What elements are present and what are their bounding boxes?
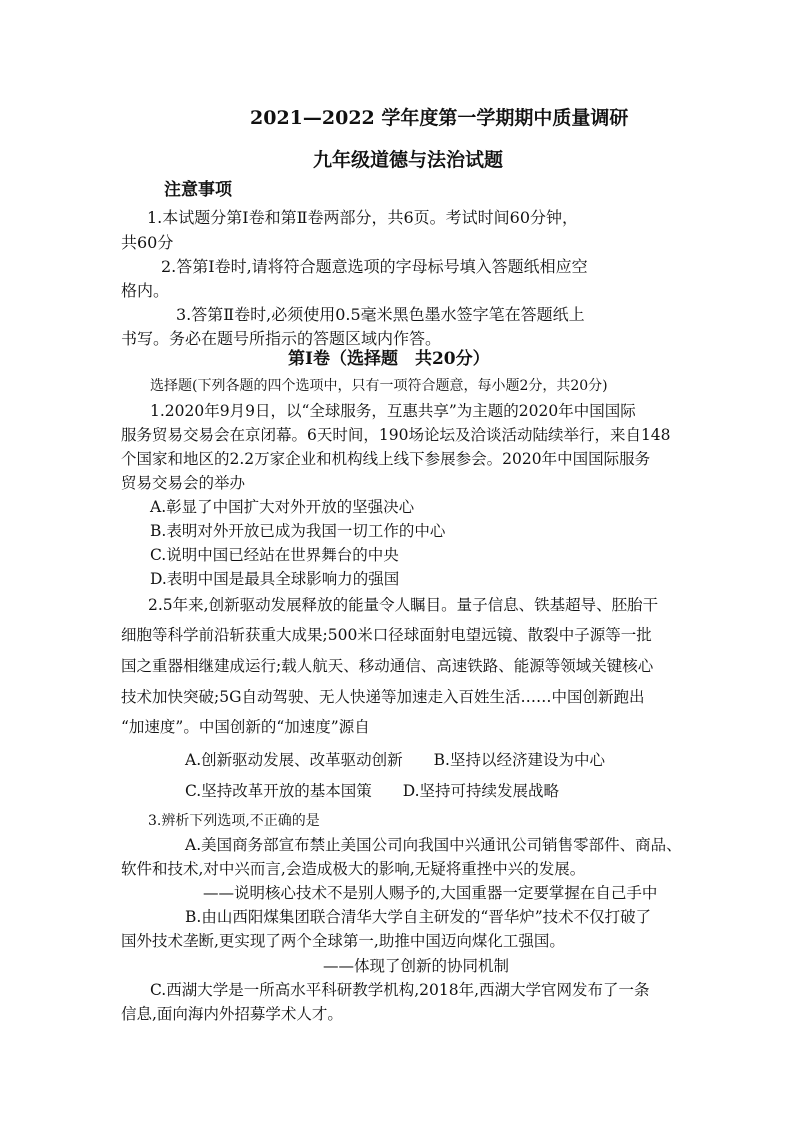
q3-option-b-comment: ——体现了创新的协同机制 (323, 957, 510, 975)
q3-stem: 3.辨析下列选项,不正确的是 (148, 813, 320, 829)
notice-line-3b: 书写。务必在题号所指示的答题区域内作答。 (121, 329, 442, 348)
notice-line-2b: 格内。 (121, 281, 170, 300)
q3-option-b-line-2: 国外技术垄断,更实现了两个全球第一,助推中国迈向煤化工强国。 (121, 932, 565, 950)
section-instruction: 选择题(下列各题的四个选项中，只有一项符合题意，每小题2分，共20分) (150, 378, 608, 394)
q2-stem-line-1: 2.5年来,创新驱动发展释放的能量令人瞩目。量子信息、铁基超导、胚胎干 (148, 596, 659, 614)
q3-option-a-line-2: 软件和技术,对中兴而言,会造成极大的影响,无疑将重挫中兴的发展。 (121, 860, 586, 878)
q1-option-a: A.彰显了中国扩大对外开放的坚强决心 (150, 498, 415, 516)
q2-options-ab: A.创新驱动发展、改革驱动创新 B.坚持以经济建设为中心 (185, 751, 605, 769)
q3-option-b-line-1: B.由山西阳煤集团联合清华大学自主研发的“晋华炉”技术不仅打破了 (185, 908, 652, 926)
notice-line-1a: 1.本试题分第Ⅰ卷和第Ⅱ卷两部分，共6页。考试时间60分钟， (147, 208, 579, 227)
notice-line-3a: 3.答第Ⅱ卷时,必须使用0.5毫米黑色墨水签字笔在答题纸上 (176, 305, 585, 324)
exam-title: 2021—2022 学年度第一学期期中质量调研 (250, 107, 629, 129)
q1-stem-line-1: 1.2020年9月9日，以“全球服务，互惠共享”为主题的2020年中国国际 (150, 402, 636, 420)
exam-subtitle: 九年级道德与法治试题 (313, 149, 504, 171)
notice-line-1b: 共60分 (121, 233, 174, 252)
q3-option-c-line-2: 信息,面向海内外招募学术人才。 (121, 1005, 343, 1023)
q1-stem-line-2: 服务贸易交易会在京闭幕。6天时间，190场论坛及洽谈活动陆续举行，来自148 (121, 426, 671, 444)
q1-stem-line-3: 个国家和地区的2.2万家企业和机构线上线下参展参会。2020年中国国际服务 (121, 450, 651, 468)
section-heading: 第Ⅰ卷（选择题 共20分） (288, 349, 490, 369)
q3-option-a-line-1: A.美国商务部宣布禁止美国公司向我国中兴通讯公司销售零部件、商品、 (185, 836, 682, 854)
q2-stem-line-4: 技术加快突破;5G自动驾驶、无人快递等加速走入百姓生活……中国创新跑出 (121, 688, 645, 706)
q2-stem-line-3: 国之重器相继建成运行;载人航天、移动通信、高速铁路、能源等领域关键核心 (121, 657, 654, 675)
q2-stem-line-5: “加速度”。中国创新的“加速度”源自 (121, 718, 370, 736)
q2-stem-line-2: 细胞等科学前沿斩获重大成果;500米口径球面射电望远镜、散裂中子源等一批 (121, 626, 652, 644)
notice-heading: 注意事项 (164, 180, 232, 200)
q1-stem-line-4: 贸易交易会的举办 (121, 474, 246, 492)
q1-option-b: B.表明对外开放已成为我国一切工作的中心 (150, 522, 446, 540)
q1-option-d: D.表明中国是最具全球影响力的强国 (150, 570, 400, 588)
q3-option-c-line-1: C.西湖大学是一所高水平科研教学机构,2018年,西湖大学官网发布了一条 (150, 981, 650, 999)
notice-line-2a: 2.答第Ⅰ卷时,请将符合题意选项的字母标号填入答题纸相应空 (161, 257, 588, 276)
q3-option-a-comment: ——说明核心技术不是别人赐予的,大国重器一定要掌握在自己手中 (203, 884, 658, 902)
q2-options-cd: C.坚持改革开放的基本国策 D.坚持可持续发展战略 (185, 782, 560, 800)
q1-option-c: C.说明中国已经站在世界舞台的中央 (150, 546, 399, 564)
